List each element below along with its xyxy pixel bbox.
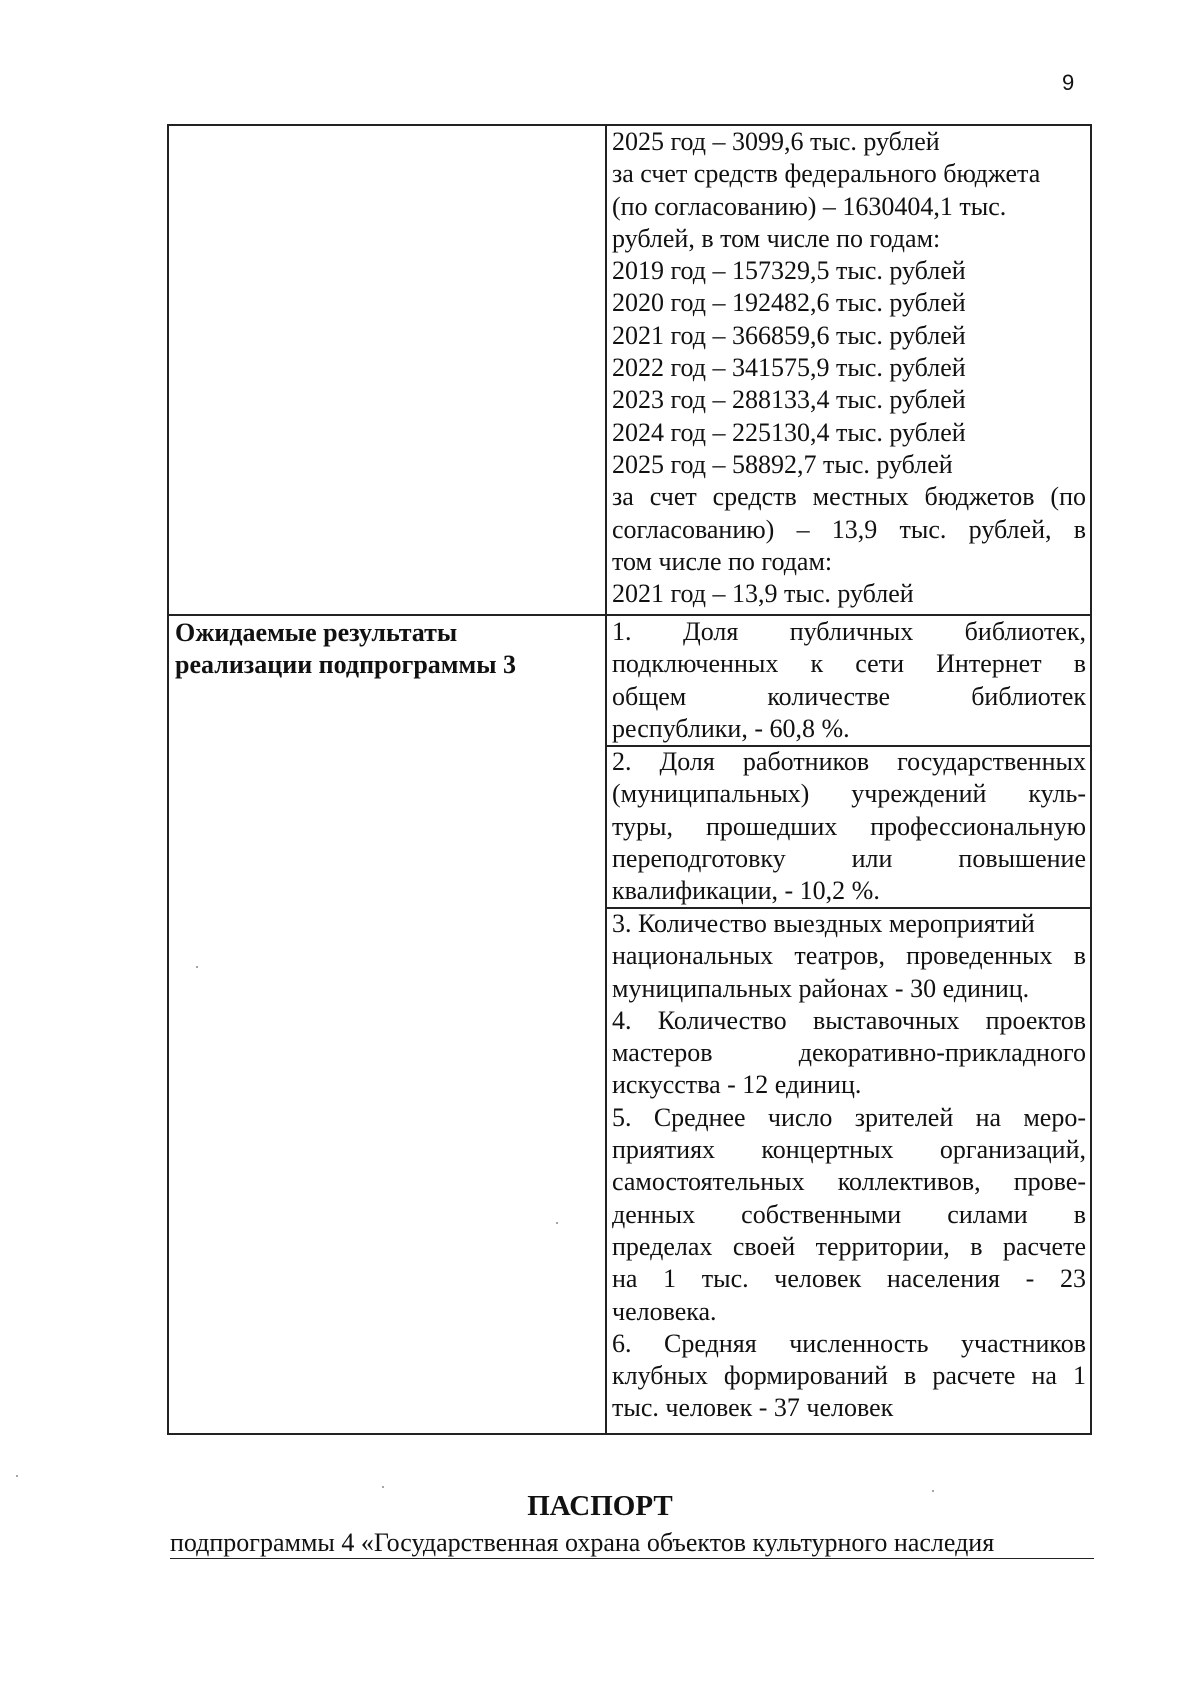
scan-speck xyxy=(16,1475,18,1477)
result-3-line: человека. xyxy=(612,1296,717,1326)
result-1-cell xyxy=(612,616,1086,745)
result-3-line: 4. Количество выставочных проектов xyxy=(612,1005,1086,1035)
result-3-line: 3. Количество выездных мероприятий xyxy=(612,909,1035,938)
result-3-line: 5. Среднее число зрителей на меро- xyxy=(612,1102,1086,1132)
result-3-line: на 1 тыс. человек населения - 23 xyxy=(612,1264,1086,1294)
scan-speck xyxy=(932,1490,934,1492)
result-3-line: национальных театров, проведенных в xyxy=(612,941,1086,971)
result-1-line: общем количестве библиотек xyxy=(612,681,1086,711)
financing-line: согласованию) – 13,9 тыс. рублей, в xyxy=(612,514,1086,544)
result-2-line: квалификации, - 10,2 %. xyxy=(612,876,880,906)
financing-line: 2020 год – 192482,6 тыс. рублей xyxy=(612,288,966,318)
result-2-line: (муниципальных) учреждений куль- xyxy=(612,779,1086,809)
financing-line: 2025 год – 3099,6 тыс. рублей xyxy=(612,127,940,156)
financing-line: 2021 год – 366859,6 тыс. рублей xyxy=(612,320,966,350)
result-3-line: муниципальных районах - 30 единиц. xyxy=(612,973,1030,1003)
financing-cell xyxy=(612,126,1086,610)
result-3-line: приятиях концертных организаций, xyxy=(612,1135,1086,1165)
result-3-line: 6. Средняя численность участников xyxy=(612,1328,1086,1358)
table-column-divider xyxy=(605,124,607,1435)
result-3-line: тыс. человек - 37 человек xyxy=(612,1393,894,1423)
passport-title: ПАСПОРТ xyxy=(527,1490,673,1522)
results-label-cell xyxy=(175,617,595,681)
page-number: 9 xyxy=(1062,70,1075,95)
table-bottom-border xyxy=(167,1433,1092,1435)
result-1-line: подключенных к сети Интернет в xyxy=(612,649,1086,679)
financing-line: 2024 год – 225130,4 тыс. рублей xyxy=(612,417,966,447)
result-3-cell xyxy=(612,908,1086,1425)
table-left-border xyxy=(167,124,169,1435)
result-1-line: республики, - 60,8 %. xyxy=(612,713,850,743)
scan-speck xyxy=(556,1222,558,1224)
scan-speck xyxy=(196,966,198,968)
result-2-line: переподготовку или повышение xyxy=(612,843,1086,873)
result-3-line: мастеров декоративно-прикладного xyxy=(612,1038,1086,1068)
results-label-line-2: реализации подпрограммы 3 xyxy=(175,650,516,679)
passport-subtitle: подпрограммы 4 «Государственная охрана объектов культурного наследия xyxy=(170,1528,1094,1559)
financing-line: 2021 год – 13,9 тыс. рублей xyxy=(612,579,914,609)
financing-line: 2019 год – 157329,5 тыс. рублей xyxy=(612,256,966,286)
financing-line: том числе по годам: xyxy=(612,546,833,576)
financing-line: рублей, в том числе по годам: xyxy=(612,223,941,253)
result-2-line: 2. Доля работников государственных xyxy=(612,747,1086,776)
financing-line: за счет средств федерального бюджета xyxy=(612,159,1041,189)
financing-line: 2023 год – 288133,4 тыс. рублей xyxy=(612,385,966,415)
financing-line: за счет средств местных бюджетов (по xyxy=(612,482,1086,512)
result-3-line: самостоятельных коллективов, прове- xyxy=(612,1167,1086,1197)
result-1-line: 1. Доля публичных библиотек, xyxy=(612,617,1086,646)
result-2-cell xyxy=(612,746,1086,907)
scan-speck xyxy=(382,1486,384,1488)
result-3-line: пределах своей территории, в расчете xyxy=(612,1231,1086,1261)
financing-line: 2025 год – 58892,7 тыс. рублей xyxy=(612,449,953,479)
result-2-line: туры, прошедших профессиональную xyxy=(612,811,1086,841)
results-label-line-1: Ожидаемые результаты xyxy=(175,618,458,647)
financing-line: 2022 год – 341575,9 тыс. рублей xyxy=(612,353,966,383)
result-3-line: денных собственными силами в xyxy=(612,1199,1086,1229)
result-3-line: клубных формирований в расчете на 1 xyxy=(612,1361,1086,1391)
financing-line: (по согласованию) – 1630404,1 тыс. xyxy=(612,191,1007,221)
result-3-line: искусства - 12 единиц. xyxy=(612,1070,862,1100)
table-right-border xyxy=(1090,124,1092,1435)
